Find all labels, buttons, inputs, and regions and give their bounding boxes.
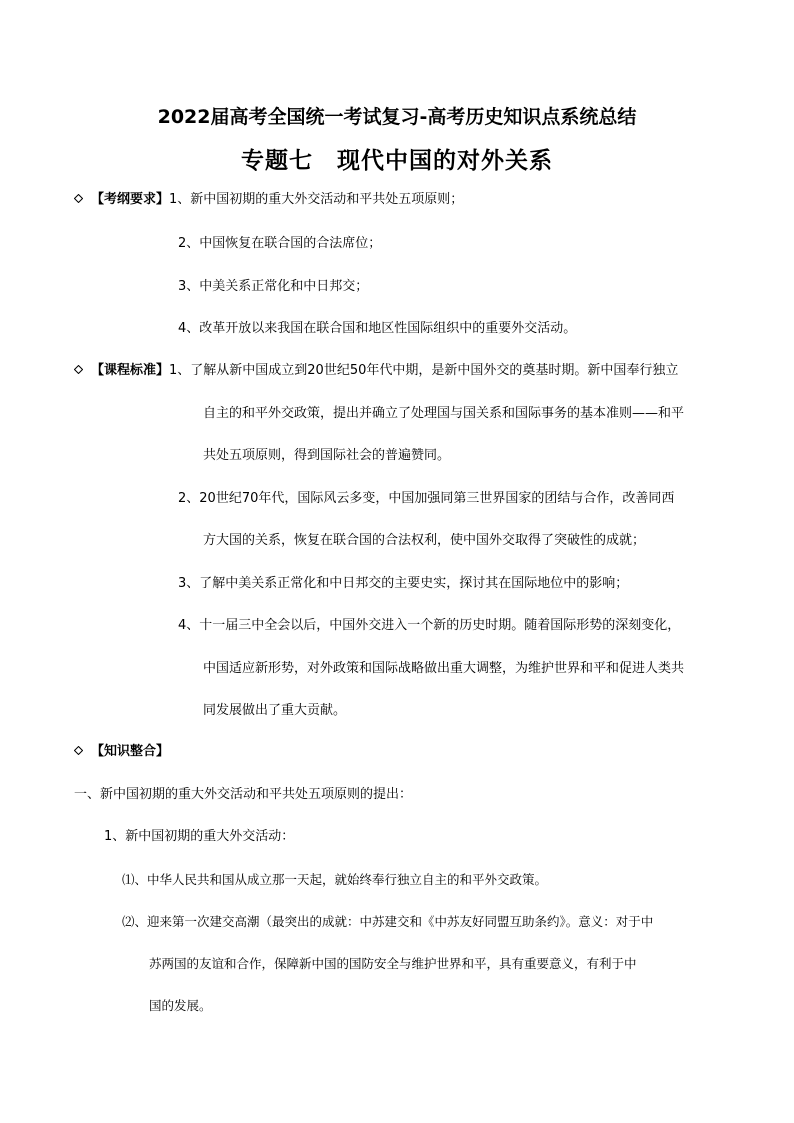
exam-requirement-item: 2、中国恢复在联合国的合法席位； — [178, 236, 382, 251]
course-standard-line: 同发展做出了重大贡献。 — [203, 703, 347, 718]
course-standard-line: 2、20世纪70年代，国际风云多变，中国加强同第三世界国家的团结与合作，改善同西 — [178, 491, 675, 506]
course-standard-line: 3、了解中美关系正常化和中日邦交的主要史实，探讨其在国际地位中的影响； — [178, 576, 629, 591]
knowledge-point-line: ⑴、中华人民共和国从成立那一天起，就始终奉行独立自主的和平外交政策。 — [122, 872, 548, 887]
knowledge-point-line: 苏两国的友谊和合作，保障新中国的国防安全与维护世界和平，具有重要意义，有利于中 — [149, 956, 637, 971]
exam-requirement-item: 1、新中国初期的重大外交活动和平共处五项原则； — [169, 192, 464, 207]
course-standard-line: 共处五项原则，得到国际社会的普遍赞同。 — [203, 448, 451, 463]
course-standard-line: 中国适应新形势，对外政策和国际战略做出重大调整，为维护世界和平和促进人类共 — [203, 661, 685, 676]
course-standard-line: 自主的和平外交政策，提出并确立了处理国与国关系和国际事务的基本准则——和平 — [203, 406, 685, 421]
exam-requirement-item: 4、改革开放以来我国在联合国和地区性国际组织中的重要外交活动。 — [178, 321, 577, 336]
diamond-icon — [74, 194, 83, 203]
knowledge-integration-block — [74, 743, 169, 761]
knowledge-integration-label: 【知识整合】 — [91, 744, 170, 759]
diamond-icon — [74, 365, 83, 374]
course-standards-block — [74, 362, 724, 380]
course-standard-line: 方大国的关系，恢复在联合国的合法权利，使中国外交取得了突破性的成就； — [203, 533, 646, 548]
diamond-icon — [74, 746, 83, 755]
exam-requirements-label: 【考纲要求】 — [91, 192, 170, 207]
subsection-heading: 1、新中国初期的重大外交活动： — [104, 829, 295, 844]
exam-requirement-item: 3、中美关系正常化和中日邦交； — [178, 279, 369, 294]
exam-requirements-block — [74, 191, 463, 209]
course-standard-line: 4、十一届三中全会以后，中国外交进入一个新的历史时期。随着国际形势的深刻变化， — [178, 618, 681, 633]
course-standards-label: 【课程标准】 — [91, 363, 170, 378]
knowledge-point-line: 国的发展。 — [149, 998, 212, 1013]
knowledge-point-line: ⑵、迎来第一次建交高潮（最突出的成就：中苏建交和《中苏友好同盟互助条约》。意义：对于中 — [122, 914, 654, 929]
course-standard-line: 1、了解从新中国成立到20世纪50年代中期，是新中国外交的奠基时期。新中国奉行独立 — [169, 363, 679, 378]
section-heading: 一、新中国初期的重大外交活动和平共处五项原则的提出： — [74, 787, 413, 802]
document-subtitle: 专题七 现代中国的对外关系 — [241, 148, 553, 174]
document-title: 2022届高考全国统一考试复习-高考历史知识点系统总结 — [157, 106, 637, 128]
